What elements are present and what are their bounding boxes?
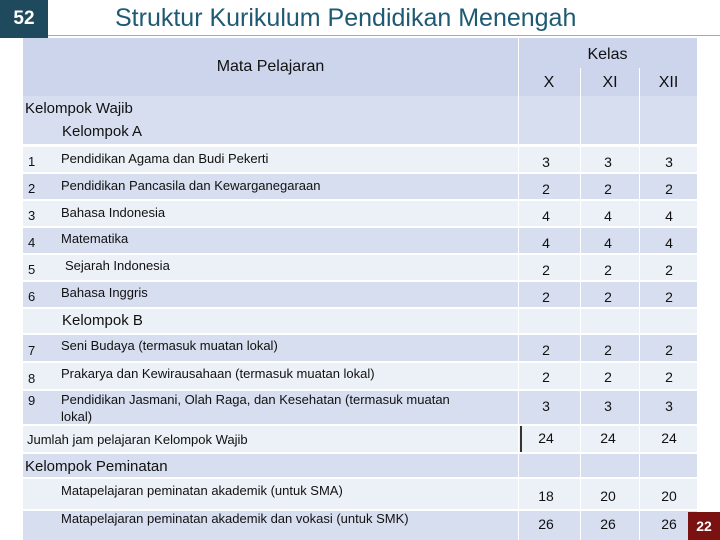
- table-row: [23, 201, 697, 226]
- header-subject-cell: [23, 38, 518, 96]
- table-row: [23, 174, 697, 199]
- table-row: [23, 228, 697, 253]
- header-mata-pelajaran: Mata Pelajaran: [216, 58, 325, 75]
- group-b-row: [23, 309, 697, 333]
- row-value-x: 3: [542, 398, 550, 414]
- row-number: 7: [28, 343, 36, 358]
- table-row: [23, 282, 697, 307]
- table-row: [23, 479, 697, 509]
- table-row: [23, 147, 697, 172]
- corner-page-badge: [688, 512, 720, 540]
- row-value-xii: 4: [665, 208, 673, 224]
- total-label: Jumlah jam pelajaran Kelompok Wajib: [27, 432, 248, 447]
- row-subject-line1: Pendidikan Jasmani, Olah Raga, dan Kesehatan (termasuk muatan: [61, 392, 450, 407]
- row-value-xi: 4: [604, 208, 612, 224]
- group-peminatan-row: [23, 454, 697, 477]
- row-value-x: 2: [542, 181, 550, 197]
- row-value-xii: 4: [665, 235, 673, 251]
- row-value-xii: 3: [665, 398, 673, 414]
- column-separator: [639, 68, 640, 540]
- row-value-x: 4: [542, 235, 550, 251]
- row-value-x: 2: [542, 369, 550, 385]
- row-value-x: 3: [542, 154, 550, 170]
- table-row: [23, 391, 697, 424]
- total-value-x: 24: [538, 430, 554, 446]
- header-class-xii-cell: [640, 68, 697, 96]
- row-value-xi: 2: [604, 289, 612, 305]
- slide-number: 52: [13, 8, 35, 29]
- header-class-x: X: [543, 74, 555, 91]
- column-separator: [518, 38, 519, 540]
- row-value-xi: 26: [600, 516, 616, 532]
- row-value-xi: 2: [604, 262, 612, 278]
- row-subject: Matematika: [61, 231, 129, 246]
- row-subject: Pendidikan Agama dan Budi Pekerti: [61, 151, 269, 166]
- row-value-x: 2: [542, 262, 550, 278]
- group-peminatan-label: Kelompok Peminatan: [25, 458, 168, 475]
- total-divider: [520, 426, 522, 452]
- header-kelas: Kelas: [587, 46, 628, 63]
- title-divider: [48, 35, 720, 36]
- row-value-x: 4: [542, 208, 550, 224]
- header-class-xii: XII: [658, 74, 679, 91]
- row-subject: Bahasa Inggris: [61, 285, 148, 300]
- row-value-xii: 20: [661, 488, 677, 504]
- header-kelas-cell: [518, 38, 697, 68]
- row-value-xi: 2: [604, 181, 612, 197]
- row-value-x: 26: [538, 516, 554, 532]
- row-subject-line2: lokal): [61, 409, 93, 424]
- row-value-x: 2: [542, 289, 550, 305]
- row-value-xi: 2: [604, 369, 612, 385]
- row-value-xi: 2: [604, 342, 612, 358]
- row-subject: Sejarah Indonesia: [65, 258, 170, 273]
- header-class-x-cell: [518, 68, 580, 96]
- row-subject: Bahasa Indonesia: [61, 205, 166, 220]
- row-value-xii: 26: [661, 516, 677, 532]
- group-b-label: Kelompok B: [62, 312, 143, 329]
- table-row: [23, 363, 697, 389]
- row-number: 3: [28, 208, 36, 223]
- group-wajib-label: Kelompok Wajib: [25, 100, 133, 117]
- row-value-xii: 2: [665, 342, 673, 358]
- row-number: 8: [28, 371, 36, 386]
- total-value-xi: 24: [600, 430, 616, 446]
- total-value-xii: 24: [661, 430, 677, 446]
- row-value-xi: 20: [600, 488, 616, 504]
- header-class-xi: XI: [602, 74, 618, 91]
- row-value-xii: 2: [665, 181, 673, 197]
- corner-page-number: 22: [696, 518, 712, 534]
- total-row: [23, 426, 697, 452]
- column-separator: [580, 68, 581, 540]
- row-number: 2: [28, 181, 36, 196]
- row-subject: Prakarya dan Kewirausahaan (termasuk muatan lokal): [61, 366, 375, 381]
- group-a-label: Kelompok A: [62, 123, 143, 140]
- row-value-xi: 3: [604, 398, 612, 414]
- page-title: Struktur Kurikulum Pendidikan Menengah: [115, 4, 577, 32]
- row-subject: Matapelajaran peminatan akademik (untuk SMA): [61, 483, 343, 498]
- table-row: [23, 255, 697, 280]
- row-number: 9: [28, 393, 36, 408]
- row-value-xii: 2: [665, 369, 673, 385]
- row-number: 6: [28, 289, 36, 304]
- row-subject: Matapelajaran peminatan akademik dan vokasi (untuk SMK): [61, 511, 409, 526]
- row-subject: Pendidikan Pancasila dan Kewarganegaraan: [61, 178, 321, 193]
- row-value-xi: 4: [604, 235, 612, 251]
- row-value-xii: 2: [665, 289, 673, 305]
- row-value-xii: 3: [665, 154, 673, 170]
- table-row: [23, 511, 697, 540]
- row-value-x: 18: [538, 488, 554, 504]
- row-number: 5: [28, 262, 36, 277]
- header-class-xi-cell: [581, 68, 639, 96]
- row-number: 1: [28, 154, 36, 169]
- row-value-x: 2: [542, 342, 550, 358]
- row-number: 4: [28, 235, 36, 250]
- row-subject: Seni Budaya (termasuk muatan lokal): [61, 338, 278, 353]
- row-value-xii: 2: [665, 262, 673, 278]
- slide-number-badge: [0, 0, 48, 38]
- row-value-xi: 3: [604, 154, 612, 170]
- group-wajib-row: [23, 96, 697, 144]
- table-row: [23, 335, 697, 361]
